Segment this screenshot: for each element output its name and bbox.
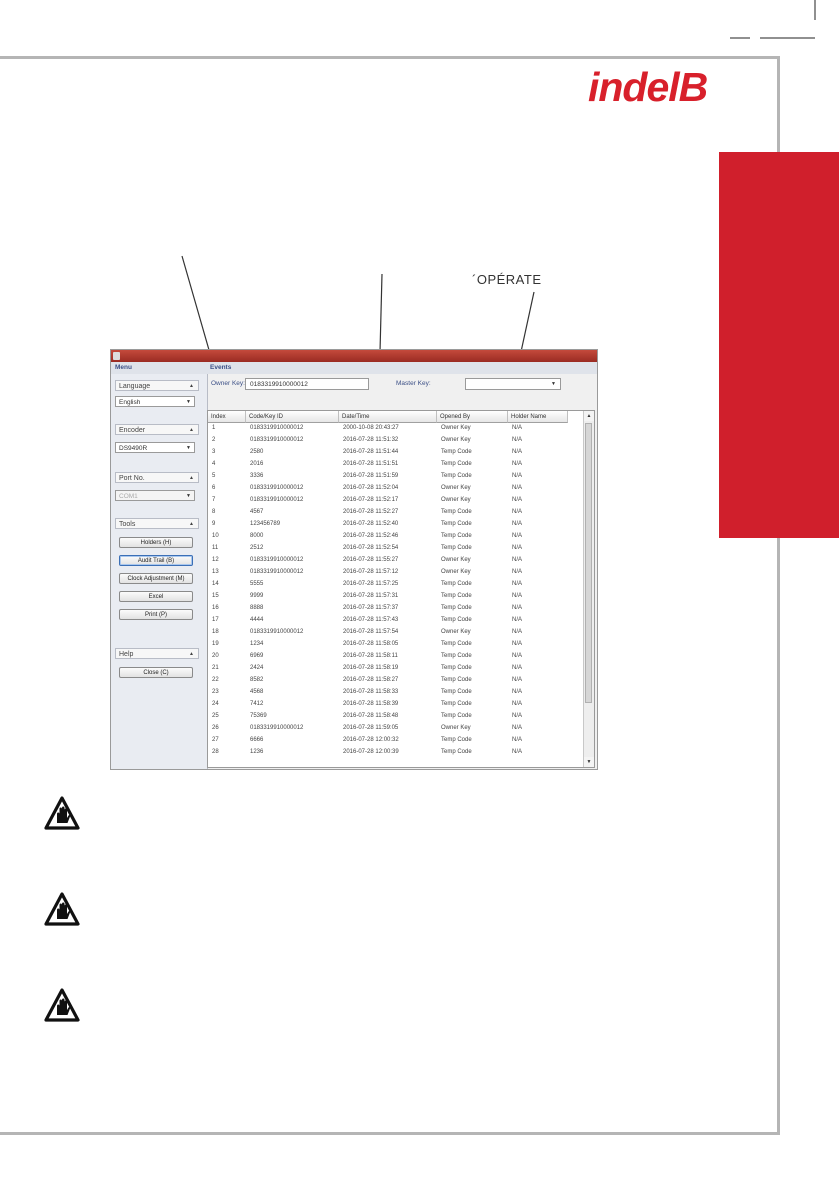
cell-code: 75369: [250, 713, 267, 719]
cell-code: 0183319910000012: [250, 557, 304, 563]
cell-opened-by: Temp Code: [441, 473, 472, 479]
cell-index: 3: [212, 449, 216, 455]
close-button[interactable]: Close (C): [119, 667, 193, 678]
table-row[interactable]: [208, 592, 584, 601]
cell-opened-by: Owner Key: [441, 497, 471, 503]
cell-holder: N/A: [512, 677, 523, 683]
help-group-header[interactable]: [115, 648, 199, 659]
table-row[interactable]: [208, 532, 584, 541]
table-row[interactable]: [208, 544, 584, 553]
cell-code: 4444: [250, 617, 264, 623]
cell-opened-by: Temp Code: [441, 737, 472, 743]
brand-logo: indelB: [588, 64, 708, 110]
chevron-down-icon: ▼: [186, 493, 191, 499]
cell-opened-by: Temp Code: [441, 641, 472, 647]
software-window: [110, 349, 598, 770]
cell-index: 10: [212, 533, 219, 539]
cell-index: 25: [212, 713, 219, 719]
excel-button[interactable]: Excel: [119, 591, 193, 602]
scroll-down-icon[interactable]: ▼: [584, 757, 594, 767]
table-row[interactable]: [208, 748, 584, 757]
owner-key-field[interactable]: 0183319910000012: [245, 378, 369, 390]
column-header-opened-by[interactable]: Opened By: [437, 411, 508, 423]
cell-index: 9: [212, 521, 216, 527]
cell-code: 8582: [250, 677, 264, 683]
cell-code: 2580: [250, 449, 264, 455]
cell-holder: N/A: [512, 665, 523, 671]
cell-index: 22: [212, 677, 219, 683]
cell-holder: N/A: [512, 449, 523, 455]
cell-datetime: 2016-07-28 11:52:04: [343, 485, 399, 491]
cell-index: 6: [212, 485, 216, 491]
encoder-select[interactable]: [115, 442, 195, 453]
cell-holder: N/A: [512, 461, 523, 467]
cell-holder: N/A: [512, 689, 523, 695]
master-key-label: Master Key:: [396, 380, 431, 387]
cell-datetime: 2016-07-28 11:51:44: [343, 449, 399, 455]
table-row[interactable]: [208, 640, 584, 649]
cell-datetime: 2016-07-28 11:52:17: [343, 497, 399, 503]
cell-code: 0183319910000012: [250, 437, 304, 443]
cell-holder: N/A: [512, 617, 523, 623]
cell-opened-by: Temp Code: [441, 713, 472, 719]
cell-datetime: 2016-07-28 11:55:27: [343, 557, 399, 563]
cell-index: 14: [212, 581, 219, 587]
table-row[interactable]: [208, 424, 584, 433]
table-row[interactable]: [208, 736, 584, 745]
cell-datetime: 2016-07-28 11:58:11: [343, 653, 398, 659]
cell-code: 123456789: [250, 521, 281, 527]
cell-code: 7412: [250, 701, 264, 707]
cell-holder: N/A: [512, 437, 523, 443]
table-row[interactable]: [208, 604, 584, 613]
cell-datetime: 2016-07-28 11:57:12: [343, 569, 399, 575]
cell-holder: N/A: [512, 605, 523, 611]
page-frame-bottom: [0, 1132, 780, 1135]
cell-holder: N/A: [512, 473, 523, 479]
cell-holder: N/A: [512, 737, 523, 743]
warning-hand-icon: [44, 796, 80, 832]
table-row[interactable]: [208, 496, 584, 505]
column-header-holder[interactable]: Holder Name: [508, 411, 568, 423]
cell-index: 26: [212, 725, 219, 731]
cell-holder: N/A: [512, 701, 523, 707]
cell-holder: N/A: [512, 653, 523, 659]
encoder-value: DS9490R: [119, 445, 148, 452]
cell-datetime: 2016-07-28 11:51:32: [343, 437, 399, 443]
cell-code: 0183319910000012: [250, 485, 304, 491]
cell-datetime: 2016-07-28 11:57:37: [343, 605, 399, 611]
owner-key-label: Owner Key:: [211, 380, 245, 387]
cell-code: 0183319910000012: [250, 569, 304, 575]
table-row[interactable]: [208, 484, 584, 493]
column-header-code[interactable]: Code/Key ID: [246, 411, 339, 423]
holders-button[interactable]: Holders (H): [119, 537, 193, 548]
table-row[interactable]: [208, 568, 584, 577]
cell-code: 0183319910000012: [250, 629, 304, 635]
cell-index: 2: [212, 437, 216, 443]
cell-code: 4567: [250, 509, 264, 515]
cell-code: 8888: [250, 605, 264, 611]
cell-index: 7: [212, 497, 216, 503]
port-value: COM1: [119, 493, 138, 500]
encoder-label: Encoder: [119, 427, 146, 434]
cell-opened-by: Temp Code: [441, 677, 472, 683]
cell-index: 4: [212, 461, 216, 467]
print-button[interactable]: Print (P): [119, 609, 193, 620]
cell-opened-by: Temp Code: [441, 521, 472, 527]
cell-opened-by: Temp Code: [441, 665, 472, 671]
cell-index: 21: [212, 665, 219, 671]
cell-code: 1236: [250, 749, 264, 755]
table-row[interactable]: [208, 664, 584, 673]
port-group-header[interactable]: [115, 472, 199, 483]
cell-holder: N/A: [512, 641, 523, 647]
callout-label: ´OPÉRATE: [472, 272, 542, 287]
cell-holder: N/A: [512, 725, 523, 731]
cell-index: 18: [212, 629, 219, 635]
table-row[interactable]: [208, 676, 584, 685]
cell-code: 2512: [250, 545, 264, 551]
table-row[interactable]: [208, 712, 584, 721]
cell-holder: N/A: [512, 569, 523, 575]
tools-group-header[interactable]: [115, 518, 199, 529]
cell-code: 2016: [250, 461, 264, 467]
scroll-thumb[interactable]: [585, 423, 592, 703]
table-row[interactable]: [208, 652, 584, 661]
warning-hand-icon: [44, 988, 80, 1024]
cell-code: 1234: [250, 641, 264, 647]
cell-holder: N/A: [512, 557, 523, 563]
cell-code: 6666: [250, 737, 264, 743]
table-row[interactable]: [208, 508, 584, 517]
audit-trail-button[interactable]: Audit Trail (B): [119, 555, 193, 566]
clock-adjustment-button[interactable]: Clock Adjustment (M): [119, 573, 193, 584]
cell-code: 5555: [250, 581, 264, 587]
cell-code: 9999: [250, 593, 264, 599]
encoder-group-header[interactable]: [115, 424, 199, 435]
cell-opened-by: Owner Key: [441, 485, 471, 491]
cell-datetime: 2016-07-28 11:57:43: [343, 617, 399, 623]
cell-opened-by: Owner Key: [441, 725, 471, 731]
table-scrollbar[interactable]: [583, 411, 594, 767]
table-row[interactable]: [208, 448, 584, 457]
collapse-icon: ▲: [189, 651, 194, 657]
cell-opened-by: Temp Code: [441, 461, 472, 467]
cell-datetime: 2016-07-28 11:58:19: [343, 665, 399, 671]
cell-datetime: 2016-07-28 11:51:59: [343, 473, 399, 479]
cell-datetime: 2016-07-28 12:00:32: [343, 737, 399, 743]
master-key-select[interactable]: [465, 378, 561, 390]
cell-holder: N/A: [512, 533, 523, 539]
cell-datetime: 2016-07-28 11:52:54: [343, 545, 399, 551]
language-group-header[interactable]: [115, 380, 199, 391]
cell-index: 28: [212, 749, 219, 755]
column-header-index[interactable]: Index: [208, 411, 246, 423]
cell-opened-by: Temp Code: [441, 509, 472, 515]
cell-opened-by: Temp Code: [441, 689, 472, 695]
collapse-icon: ▲: [189, 475, 194, 481]
collapse-icon: ▲: [189, 521, 194, 527]
table-row[interactable]: [208, 628, 584, 637]
cell-index: 19: [212, 641, 219, 647]
cell-datetime: 2016-07-28 12:00:39: [343, 749, 399, 755]
cell-opened-by: Owner Key: [441, 437, 471, 443]
app-icon: [113, 352, 120, 360]
cell-datetime: 2016-07-28 11:57:25: [343, 581, 399, 587]
cell-datetime: 2016-07-28 11:51:51: [343, 461, 399, 467]
cell-holder: N/A: [512, 509, 523, 515]
cell-holder: N/A: [512, 713, 523, 719]
cell-code: 3336: [250, 473, 264, 479]
cell-holder: N/A: [512, 581, 523, 587]
cell-datetime: 2016-07-28 11:58:33: [343, 689, 399, 695]
cell-datetime: 2016-07-28 11:57:31: [343, 593, 399, 599]
table-row[interactable]: [208, 616, 584, 625]
chevron-down-icon: ▼: [551, 381, 556, 387]
cell-holder: N/A: [512, 593, 523, 599]
table-row[interactable]: [208, 700, 584, 709]
cell-index: 1: [212, 425, 216, 431]
cell-datetime: 2016-07-28 11:58:27: [343, 677, 399, 683]
cell-opened-by: Temp Code: [441, 749, 472, 755]
cell-opened-by: Temp Code: [441, 617, 472, 623]
cell-opened-by: Temp Code: [441, 449, 472, 455]
language-value: English: [119, 399, 141, 406]
collapse-icon: ▲: [189, 383, 194, 389]
window-titlebar: [111, 350, 597, 362]
cell-opened-by: Temp Code: [441, 581, 472, 587]
cell-opened-by: Temp Code: [441, 545, 472, 551]
cell-datetime: 2016-07-28 11:58:05: [343, 641, 399, 647]
cell-datetime: 2016-07-28 11:52:27: [343, 509, 399, 515]
cell-index: 12: [212, 557, 219, 563]
cell-index: 15: [212, 593, 219, 599]
tools-label: Tools: [119, 521, 136, 528]
menu-panel: [111, 374, 208, 769]
cell-datetime: 2016-07-28 11:58:48: [343, 713, 399, 719]
warning-hand-icon: [44, 892, 80, 928]
cell-holder: N/A: [512, 521, 523, 527]
cell-opened-by: Temp Code: [441, 605, 472, 611]
cell-datetime: 2000-10-08 20:43:27: [343, 425, 399, 431]
scroll-up-icon[interactable]: ▲: [584, 411, 594, 421]
cell-index: 17: [212, 617, 219, 623]
cell-index: 20: [212, 653, 219, 659]
table-row[interactable]: [208, 688, 584, 697]
cell-holder: N/A: [512, 497, 523, 503]
column-header-datetime[interactable]: Date/Time: [339, 411, 437, 423]
cell-index: 5: [212, 473, 216, 479]
table-row[interactable]: [208, 472, 584, 481]
cell-code: 8000: [250, 533, 264, 539]
language-label: Language: [119, 383, 151, 390]
cell-holder: N/A: [512, 425, 523, 431]
cell-holder: N/A: [512, 749, 523, 755]
collapse-icon: ▲: [189, 427, 194, 433]
table-row[interactable]: [208, 520, 584, 529]
cell-opened-by: Temp Code: [441, 653, 472, 659]
table-row[interactable]: [208, 724, 584, 733]
help-label: Help: [119, 651, 134, 658]
language-select[interactable]: [115, 396, 195, 407]
table-row[interactable]: [208, 436, 584, 445]
cell-index: 11: [212, 545, 219, 551]
chevron-down-icon: ▼: [186, 445, 191, 451]
cell-holder: N/A: [512, 545, 523, 551]
table-row[interactable]: [208, 580, 584, 589]
cell-holder: N/A: [512, 629, 523, 635]
port-select[interactable]: [115, 490, 195, 501]
cell-opened-by: Temp Code: [441, 593, 472, 599]
cell-index: 27: [212, 737, 219, 743]
cell-opened-by: Owner Key: [441, 629, 471, 635]
events-table: [207, 410, 595, 768]
cell-index: 13: [212, 569, 219, 575]
cell-datetime: 2016-07-28 11:57:54: [343, 629, 399, 635]
cell-index: 24: [212, 701, 219, 707]
cell-code: 0183319910000012: [250, 497, 304, 503]
cell-index: 23: [212, 689, 219, 695]
events-header: Events: [207, 362, 597, 374]
cell-opened-by: Owner Key: [441, 425, 471, 431]
cell-code: 0183319910000012: [250, 725, 304, 731]
cell-datetime: 2016-07-28 11:59:05: [343, 725, 399, 731]
cell-datetime: 2016-07-28 11:52:46: [343, 533, 399, 539]
cell-opened-by: Temp Code: [441, 701, 472, 707]
cell-opened-by: Owner Key: [441, 557, 471, 563]
cell-code: 2424: [250, 665, 264, 671]
menu-header: Menu: [111, 362, 207, 374]
cell-datetime: 2016-07-28 11:58:39: [343, 701, 399, 707]
cell-datetime: 2016-07-28 11:52:40: [343, 521, 399, 527]
chevron-down-icon: ▼: [186, 399, 191, 405]
port-label: Port No.: [119, 475, 145, 482]
cell-opened-by: Owner Key: [441, 569, 471, 575]
cell-code: 6969: [250, 653, 264, 659]
table-row[interactable]: [208, 460, 584, 469]
cell-index: 16: [212, 605, 219, 611]
cell-index: 8: [212, 509, 216, 515]
cell-holder: N/A: [512, 485, 523, 491]
cell-opened-by: Temp Code: [441, 533, 472, 539]
cell-code: 0183319910000012: [250, 425, 304, 431]
table-row[interactable]: [208, 556, 584, 565]
cell-code: 4568: [250, 689, 264, 695]
